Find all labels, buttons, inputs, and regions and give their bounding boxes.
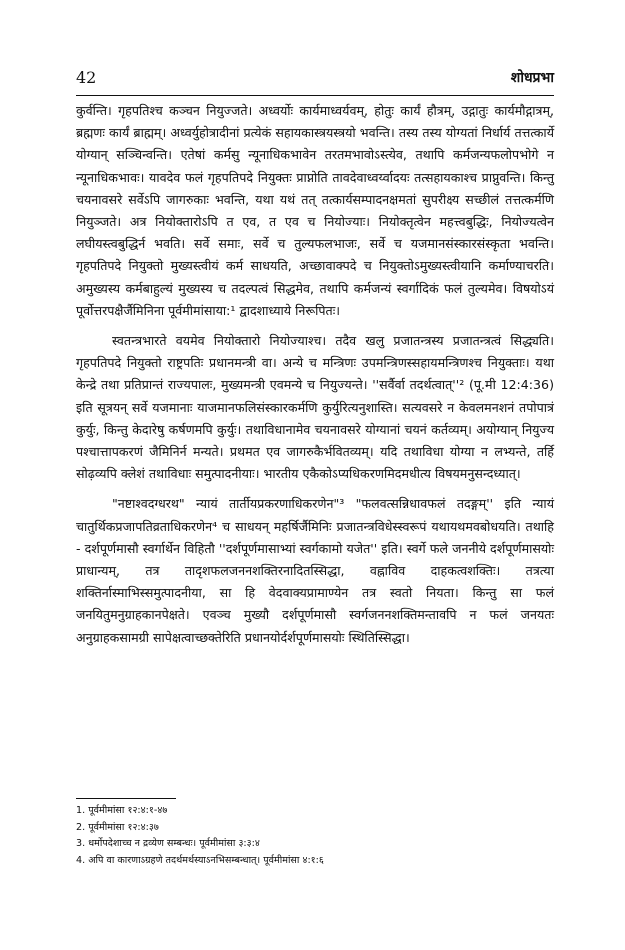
running-head: शोधप्रभा [510, 70, 554, 86]
footnote: 3. धर्मोपदेशाच्च न द्रव्येण सम्बन्धः। पूर्वमीमांसा ३:३:४ [76, 838, 260, 850]
footnote: 4. अपि वा कारणाऽग्रहणे तदर्थमर्थस्याऽनभिसम्बन्धात्। पूर्वमीमांसा ४:१:६ [76, 854, 324, 866]
paragraph: स्वतन्त्रभारते वयमेव नियोक्तारो नियोज्याश्च। तदैव खलु प्रजातन्त्रस्य प्रजातन्त्रत्वं सिद्ध्यति। गृहपतिपदे नियुक्तो राष्ट्रपतिः प्रधानमन्त्री वा। अन्ये च मन्त्रिणः उपमन्त्रिणस्सहायमन्त्रिणश्च नियुक्ताः। यथा केन्द्रे तथा प्रतिप्रान्तं राज्यपालः, मुख्यमन्त्री एवमन्ये च नियुज्यन्ते। ''सर्वैर्वा तदर्थत्वात्''² (पू.मी 12:4:36) इति सूत्रयन् सर्वे यजमानाः याजमानफलिसंस्कारकर्मणि कुर्युरित्यनुशास्ति। सत्यवसरे न केवलमनशनं तपोपात्रं कुर्युः, किन्तु केदारेषु कर्षणमपि कुर्युः। तथाविधानामेव चयनावसरे योग्यानां चयनं कर्तव्यम्। अयोग्यान् नियुज्य पश्चात्तापकरणं जैमिनिर्न मन्यते। प्रथमत एव जागरुकैर्भवितव्यम्। यदि तथाविधा योग्या न लभ्यन्ते, तर्हि सोढ़व्यपि क्लेशं तथाविधाः समुत्पादनीयाः। भारतीय एकैकोऽप्यधिकरणमिदमधीत्य विषयमनुसन्दध्यात्। [76, 333, 554, 482]
page-header [76, 68, 554, 90]
page-number: 42 [76, 68, 97, 87]
footnote: 1. पूर्वमीमांसा १२:४:१-४७ [76, 805, 168, 816]
footnote-rule [76, 798, 176, 799]
paragraph: "नष्टाश्वदग्धरथ" न्यायं तार्तीयप्रकरणाधिकरणेन"³ "फलवत्सन्निधावफलं तदङ्गम्'' इति न्यायं चातुर्थिकप्रजापतिव्रताधिकरणेन⁴ च साधयन् महर्षिर्जैमिनिः प्रजातन्त्रविधेस्स्वरूपं यथायथमवबोधयति। तथाहि - दर्शपूर्णमासौ स्वर्गार्थेन विहितौ ''दर्शपूर्णमासाभ्यां स्वर्गकामो यजेत'' इति। स्वर्गे फले जननीये दर्शपूर्णमासयोः प्राधान्यम्, तत्र तादृशफलजननशक्तिरनादितस्सिद्धा, वह्नाविव दाहकत्वशक्तिः। तत्रत्या शक्तिर्नास्माभिस्समुत्पादनीया, सा हि वेदवाक्यप्रामाण्येन तत्र स्वतो नियता। किन्तु सा फलं जनयितुमनुग्राहकानपेक्षते। एवञ्च मुख्यौ दर्शपूर्णमासौ स्वर्गजननशक्तिमन्तावपि न फलं जनयतः अनुग्राहकसामग्री सापेक्षत्वाच्छक्तेरिति प्रधानयोर्दर्शपूर्णमासयोः स्थितिस्सिद्धा। [76, 496, 554, 645]
body-text [76, 100, 554, 649]
footnote: 2. पूर्वमीमांसा १२:४:३७ [76, 821, 159, 833]
paragraph: कुर्वन्ति। गृहपतिश्च कञ्चन नियुज्जते। अध्वर्योः कार्यमाध्वर्यवम्, होतुः कार्यं हौत्रम्, उद्गातुः कार्यमौद्गात्रम्, ब्रह्मणः कार्यं ब्राह्मम्। अध्वर्युहोत्रादीनां प्रत्येकं सहायकास्त्रयस्त्रयो भवन्ति। तस्य तस्य योग्यतां निर्धार्य तत्तत्कार्ये योग्यान् सञ्चिन्वन्ति। एतेषां कर्मसु न्यूनाधिकभावेन तरतमभावोऽस्त्येव, तथापि कर्मजन्यफलोपभोगे न न्यूनाधिकभावः। यावदेव फलं गृहपतिपदे नियुक्तः प्राप्नोति तावदेवाध्वर्य्वादयः तत्सहायकाश्च प्राप्नुवन्ति। किन्तु चयनावसरे सर्वेऽपि जागरुकाः भवन्ति, यथा यथं तत् तत्कार्यसम्पादनक्षमतां सुपरीक्ष्य सच्छीलं तत्तत्कर्मणि नियुञ्जते। अत्र नियोक्तारोऽपि त एव, त एव च नियोज्याः। नियोक्तृत्वेन महत्त्वबुद्धिः, नियोज्यत्वेन लघीयस्त्वबुद्धिर्न भवति। सर्वे समाः, सर्वे च तुल्यफलभाजः, सर्वे च यजमानसंस्कारसंस्कृता भवन्ति। गृहपतिपदे नियुक्तो मुख्यस्त्वीयं कर्म साधयति, अच्छावाक्पदे च नियुक्तोऽमुख्यस्त्वीयानि कर्माण्याचरति। अमुख्यस्य कर्मबाहुल्यं मुख्यस्य च तदल्पत्वं सिद्धमेव, तथापि कर्मजन्यं स्वर्गादिकं फलं तुल्यमेव। विषयोऽयं पूर्वोत्तरपक्षैर्जैमिनिना पूर्वमीमांसाया:¹ द्वादशाध्याये निरूपितः। [76, 103, 554, 318]
footnotes [76, 803, 554, 869]
header-rule [76, 95, 554, 96]
